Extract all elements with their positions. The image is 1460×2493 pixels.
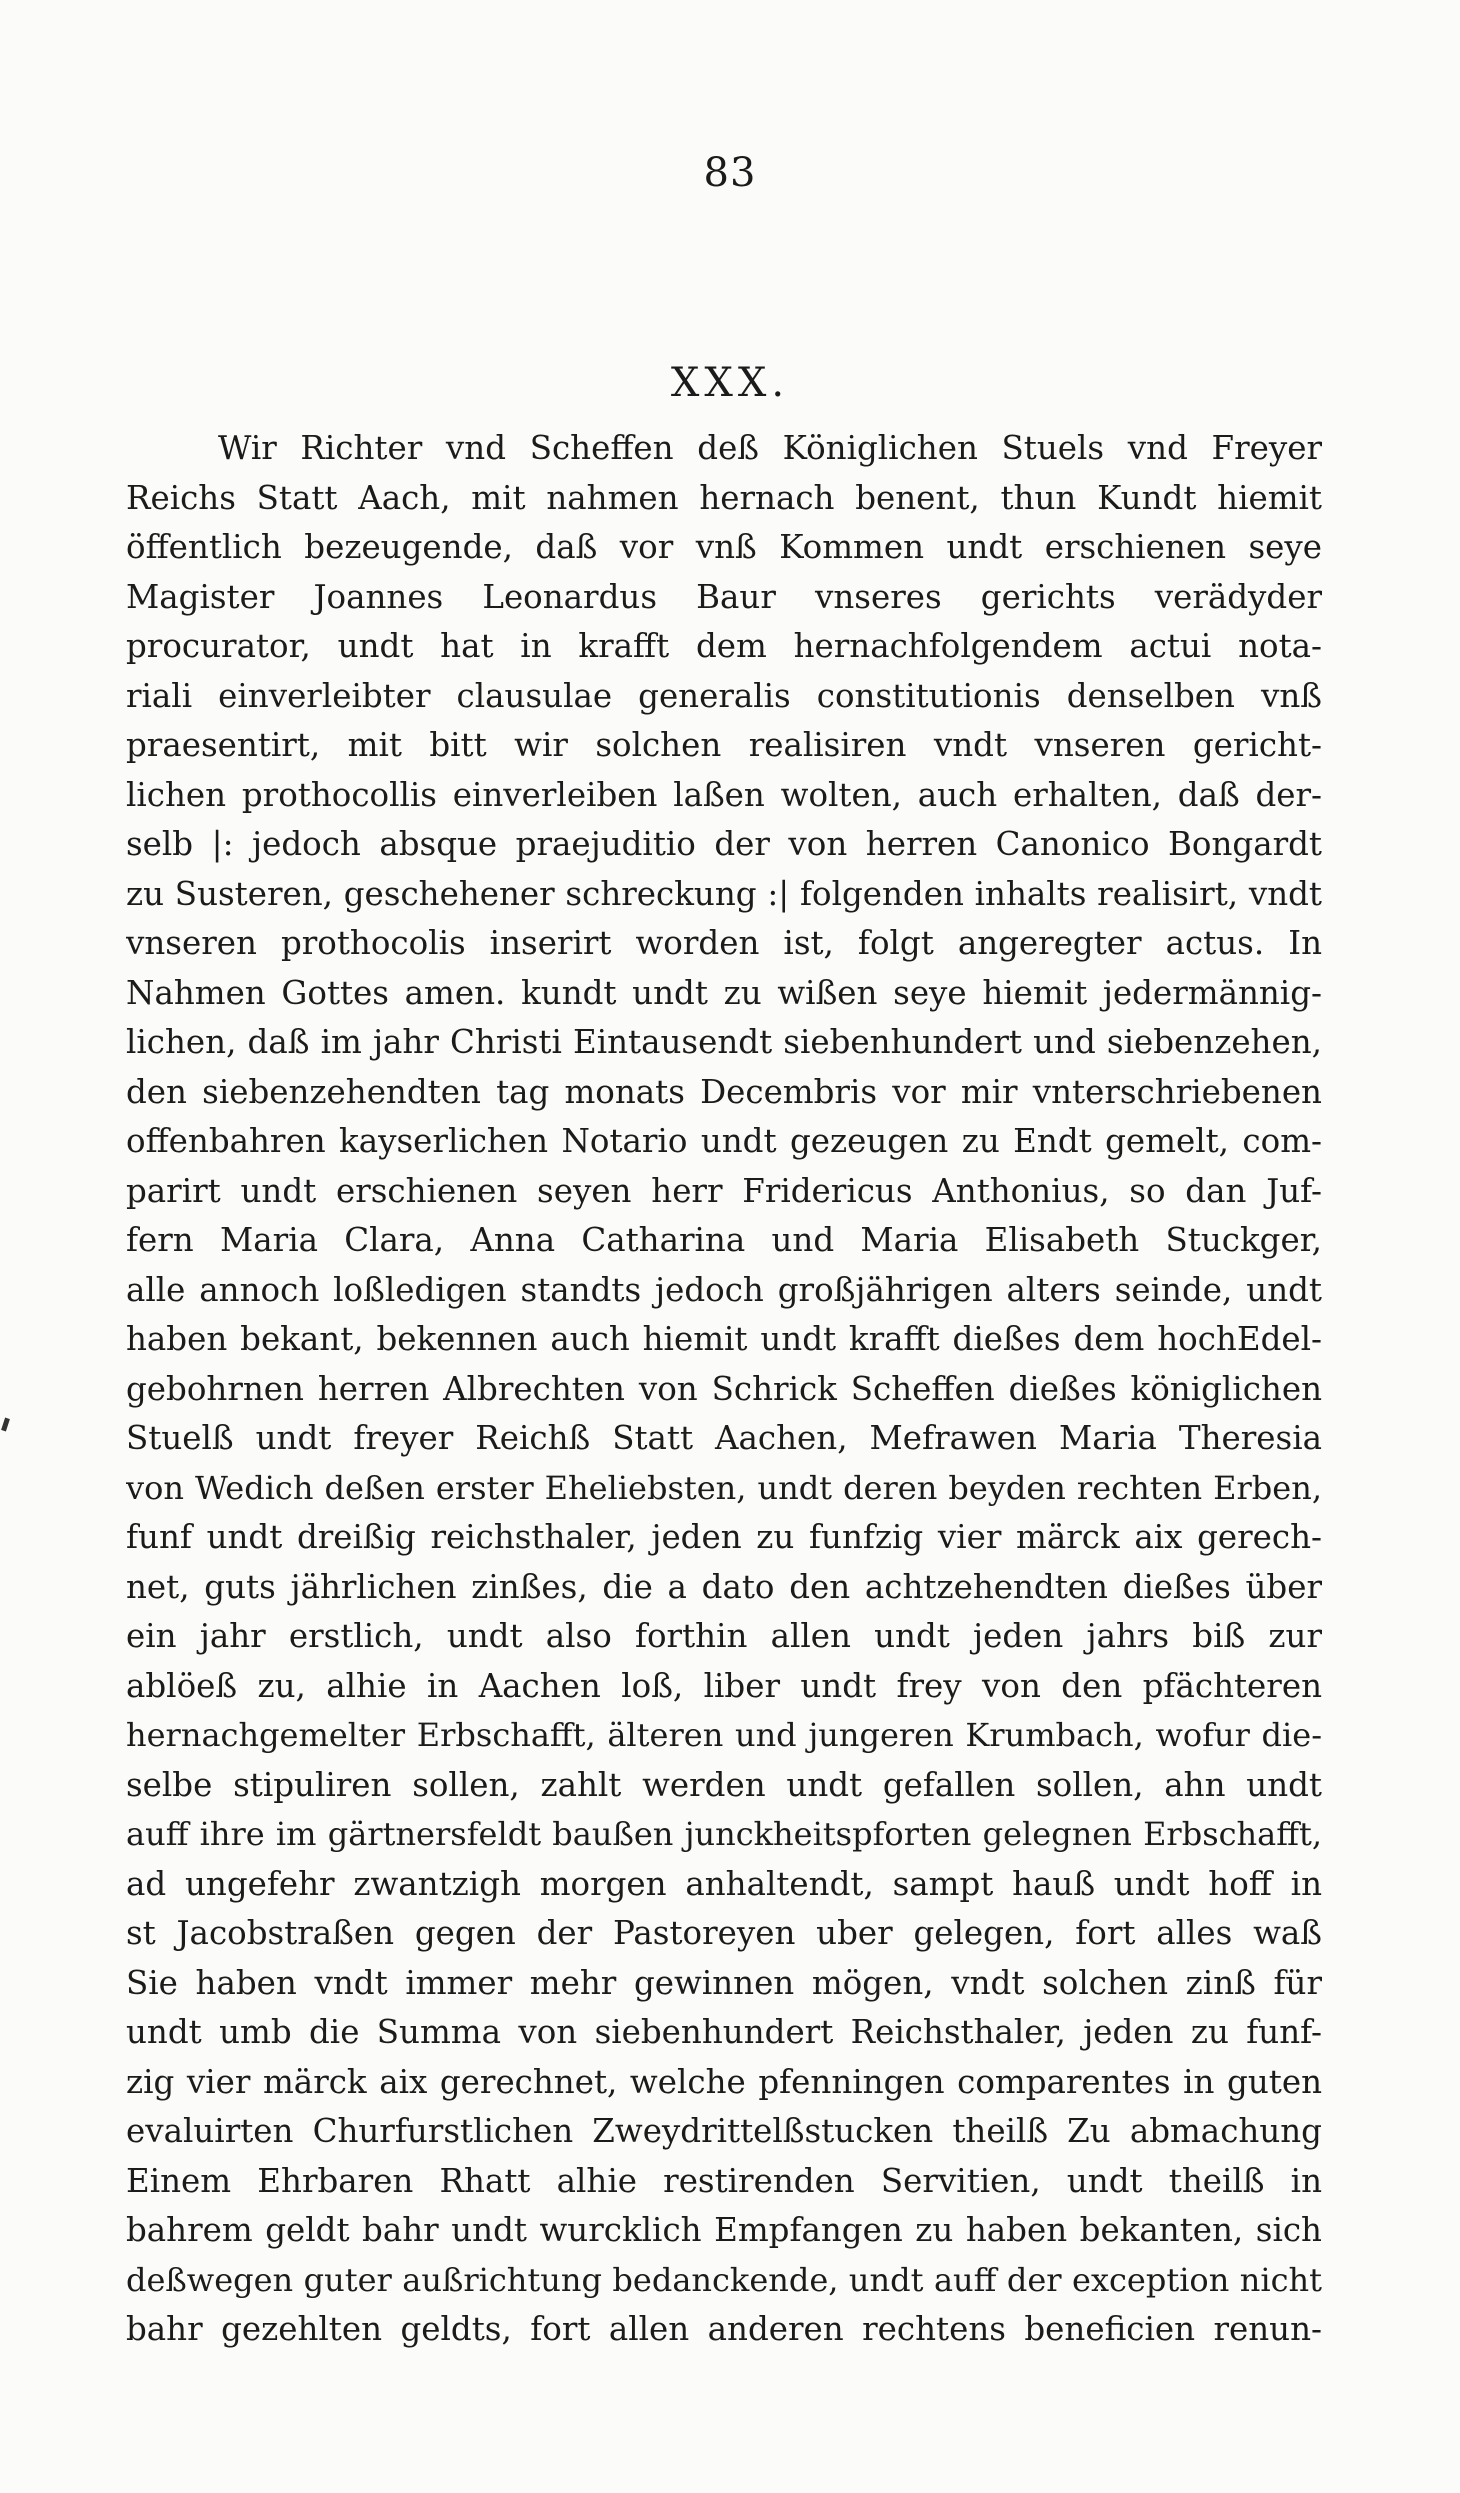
- text-line: gebohrnen herren Albrechten von Schrick Scheffen dießes königlichen: [126, 1369, 1322, 1408]
- text-line: ablöeß zu, alhie in Aachen loß, liber undt frey von den pfächteren: [126, 1666, 1322, 1705]
- text-line: vnseren prothocolis inserirt worden ist, folgt angeregter actus. In: [126, 924, 1322, 962]
- text-line: Reichs Statt Aach, mit nahmen hernach benent, thun Kundt hiemit: [126, 478, 1322, 517]
- text-line: Wir Richter vnd Scheffen deß Königlichen Stuels vnd Freyer: [218, 429, 1322, 467]
- text-line: lichen, daß im jahr Christi Eintausendt siebenhundert und siebenzehen,: [126, 1023, 1322, 1061]
- text-line: funf undt dreißig reichsthaler, jeden zu funfzig vier märck aix gerech-: [126, 1518, 1322, 1556]
- text-line: fern Maria Clara, Anna Catharina und Maria Elisabeth Stuckger,: [126, 1221, 1322, 1259]
- text-line: st Jacobstraßen gegen der Pastoreyen uber gelegen, fort alles waß: [126, 1914, 1322, 1952]
- text-line: deßwegen guter außrichtung bedanckende, undt auff der exception nicht: [126, 2260, 1322, 2299]
- text-line: Sie haben vndt immer mehr gewinnen mögen, vndt solchen zinß für: [126, 1963, 1322, 2002]
- text-line: Einem Ehrbaren Rhatt alhie restirenden Servitien, undt theilß in: [126, 2161, 1322, 2200]
- text-line: von Wedich deßen erster Eheliebsten, undt deren beyden rechten Erben,: [126, 1468, 1322, 1507]
- text-line: zu Susteren, geschehener schreckung :| folgenden inhalts realisirt, vndt: [126, 874, 1322, 913]
- text-line: öffentlich bezeugende, daß vor vnß Kommen undt erschienen seye: [126, 528, 1322, 566]
- text-line: riali einverleibter clausulae generalis constitutionis denselben vnß: [126, 676, 1322, 715]
- body-text: [126, 424, 1322, 2355]
- page-number: 83: [703, 150, 757, 196]
- text-line: evaluirten Churfurstlichen Zweydrittelßstucken theilß Zu abmachung: [126, 2112, 1322, 2150]
- text-line: selbe stipuliren sollen, zahlt werden undt gefallen sollen, ahn undt: [126, 1765, 1322, 1804]
- text-line: zig vier märck aix gerechnet, welche pfenningen comparentes in guten: [126, 2062, 1322, 2101]
- text-line: den siebenzehendten tag monats Decembris vor mir vnterschriebenen: [126, 1072, 1322, 1111]
- section-heading: XXX.: [670, 360, 790, 406]
- margin-mark: [1, 1418, 10, 1432]
- text-line: alle annoch loßledigen standts jedoch großjährigen alters seinde, undt: [126, 1270, 1322, 1309]
- text-line: Magister Joannes Leonardus Baur vnseres gerichts verädyder: [126, 577, 1322, 616]
- text-line: undt umb die Summa von siebenhundert Reichsthaler, jeden zu funf-: [126, 2013, 1322, 2051]
- text-line: parirt undt erschienen seyen herr Fridericus Anthonius, so dan Juf-: [126, 1171, 1322, 1210]
- text-line: hernachgemelter Erbschafft, älteren und jungeren Krumbach, wofur die-: [126, 1716, 1322, 1754]
- text-line: haben bekant, bekennen auch hiemit undt krafft dießes dem hochEdel-: [126, 1320, 1322, 1358]
- text-line: bahr gezehlten geldts, fort allen anderen rechtens beneficien renun-: [126, 2310, 1322, 2348]
- text-line: procurator, undt hat in krafft dem hernachfolgendem actui nota-: [126, 627, 1322, 665]
- text-line: Stuelß undt freyer Reichß Statt Aachen, Mefrawen Maria Theresia: [126, 1419, 1322, 1457]
- text-line: praesentirt, mit bitt wir solchen realisiren vndt vnseren gericht-: [126, 726, 1322, 764]
- text-line: selb |: jedoch absque praejuditio der von herren Canonico Bongardt: [126, 825, 1322, 863]
- text-line: Nahmen Gottes amen. kundt undt zu wißen seye hiemit jedermännig-: [126, 973, 1322, 1012]
- text-line: ad ungefehr zwantzigh morgen anhaltendt, sampt hauß undt hoff in: [126, 1864, 1322, 1903]
- text-line: lichen prothocollis einverleiben laßen wolten, auch erhalten, daß der-: [126, 775, 1322, 814]
- text-line: auff ihre im gärtnersfeldt baußen junckheitspforten gelegnen Erbschafft,: [126, 1815, 1322, 1853]
- text-line: offenbahren kayserlichen Notario undt gezeugen zu Endt gemelt, com-: [126, 1122, 1322, 1160]
- text-line: net, guts jährlichen zinßes, die a dato den achtzehendten dießes über: [126, 1567, 1322, 1606]
- text-line: ein jahr erstlich, undt also forthin allen undt jeden jahrs biß zur: [126, 1617, 1322, 1655]
- text-line: bahrem geldt bahr undt wurcklich Empfangen zu haben bekanten, sich: [126, 2211, 1322, 2249]
